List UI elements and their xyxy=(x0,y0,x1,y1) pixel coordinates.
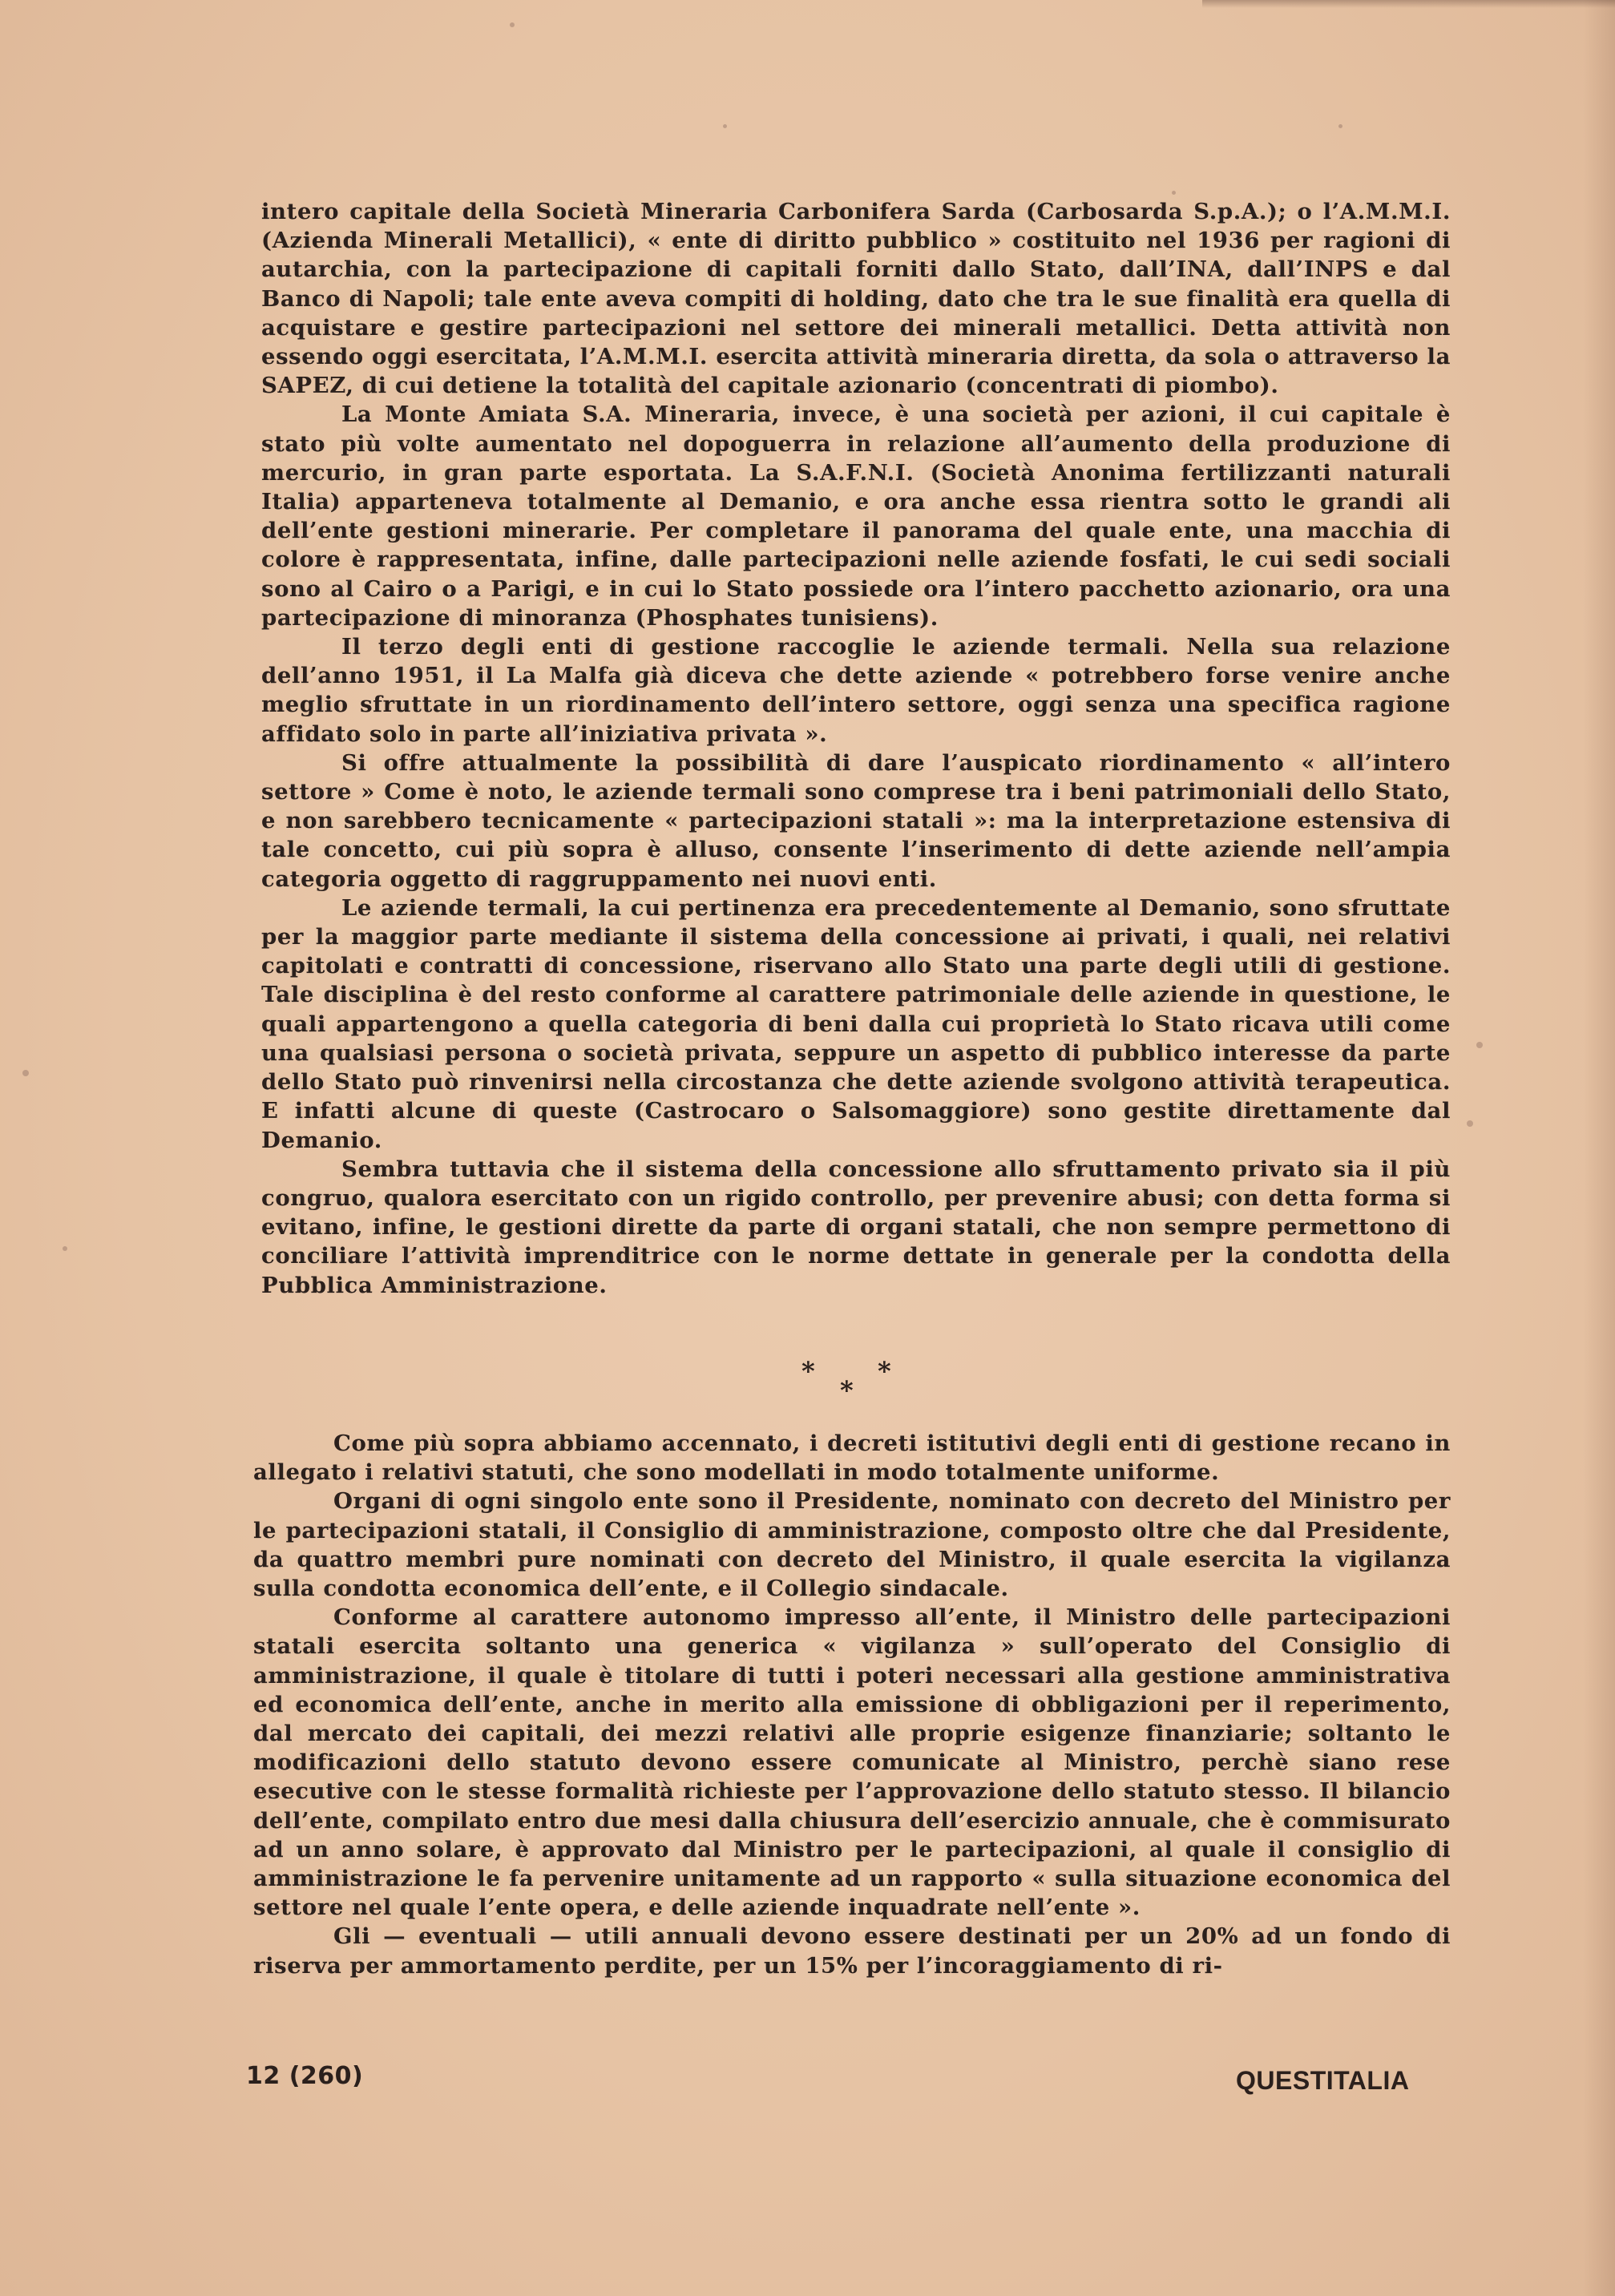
page-number: 12 (260) xyxy=(246,2062,364,2090)
paper-speck xyxy=(510,22,515,27)
asterisk: * xyxy=(840,1375,854,1406)
paragraph: Conforme al carattere autonomo impresso all’ente, il Ministro delle partecipazioni statali esercita soltanto una generica « vigilanza » sull’operato del Consiglio di amministrazione, il quale è titolare di tutti i poteri necessari alla gestione amministrativa ed economica dell’ente, anche in merito alla emissione di obbligazioni per il reperimento, dal mercato dei capitali, dei mezzi relativi alle proprie esigenze finanziarie; soltanto le modificazioni dello statuto devono essere comunicate al Ministro, perchè siano rese esecutive con le stesse formalità richieste per l’approvazione dello statuto stesso. Il bilancio dell’ente, compilato entro due mesi dalla chiusura dell’esercizio annuale, che è commisurato ad un anno solare, è approvato dal Ministro per le partecipazioni, al quale il consiglio di amministrazione le fa pervenire unitamente ad un rapporto « sulla situazione economica del settore nel quale l’ente opera, e delle aziende inquadrate nell’ente ». xyxy=(253,1604,1451,1921)
section-separator xyxy=(785,1348,914,1412)
paper-speck xyxy=(1467,1120,1473,1127)
paragraph: Si offre attualmente la possibilità di dare l’auspicato riordinamento « all’intero settore » Come è noto, le aziende termali sono comprese tra i beni patrimoniali dello Stato, e non sarebbero tecnicamente « partecipazioni statali »: ma la interpretazione estensiva di tale concetto, cui più sopra è alluso, consente l’inserimento di dette aziende nell’ampia categoria oggetto di raggruppamento nei nuovi enti. xyxy=(261,749,1451,892)
paper-speck xyxy=(1476,1042,1483,1048)
page-top-edge xyxy=(1202,0,1615,8)
page-edge-shadow xyxy=(1583,0,1615,2296)
body-text-section-1 xyxy=(261,197,1451,1300)
body-text-section-2 xyxy=(253,1429,1451,1980)
paragraph: Sembra tuttavia che il sistema della concessione allo sfruttamento privato sia il più congruo, qualora esercitato con un rigido controllo, per prevenire abusi; con detta forma si evitano, infine, le gestioni dirette da parte di organi statali, che non sempre permettono di conciliare l’attività imprenditrice con le norme dettate in generale per la condotta della Pubblica Amministrazione. xyxy=(261,1156,1451,1298)
paper-speck xyxy=(723,124,727,128)
asterisk: * xyxy=(878,1356,891,1386)
paragraph: Il terzo degli enti di gestione raccoglie le aziende termali. Nella sua relazione dell’anno 1951, il La Malfa già diceva che dette aziende « potrebbero forse venire anche meglio sfruttate in un riordinamento dell’intero settore, oggi senza una specifica ragione affidato solo in parte all’iniziativa privata ». xyxy=(261,634,1451,747)
paper-speck xyxy=(1338,124,1342,128)
paper-speck xyxy=(1172,191,1176,195)
asterisk: * xyxy=(801,1356,815,1386)
publication-name: QUESTITALIA xyxy=(1236,2066,1410,2095)
paper-speck xyxy=(63,1246,67,1251)
paragraph: intero capitale della Società Mineraria Carbonifera Sarda (Carbosarda S.p.A.); o l’A.M.M.I. (Azienda Minerali Metallici), « ente di diritto pubblico » costituito nel 1936 per ragioni di autarchia, con la partecipazione di capitali forniti dallo Stato, dall’INA, dall’INPS e dal Banco di Napoli; tale ente aveva compiti di holding, dato che tra le sue finalità era quella di acquistare e gestire partecipazioni nel settore dei minerali metallici. Detta attività non essendo oggi esercitata, l’A.M.M.I. esercita attività mineraria diretta, da sola o attraverso la SAPEZ, di cui detiene la totalità del capitale azionario (concentrati di piombo). xyxy=(261,199,1451,399)
paragraph: La Monte Amiata S.A. Mineraria, invece, è una società per azioni, il cui capitale è stato più volte aumentato nel dopoguerra in relazione all’aumento della produzione di mercurio, in gran parte esportata. La S.A.F.N.I. (Società Anonima fertilizzanti naturali Italia) apparteneva totalmente al Demanio, e ora anche essa rientra sotto le grandi ali dell’ente gestioni minerarie. Per completare il panorama del quale ente, una macchia di colore è rappresentata, infine, dalle partecipazioni nelle aziende fosfati, le cui sedi sociali sono al Cairo o a Parigi, e in cui lo Stato possiede ora l’intero pacchetto azionario, ora una partecipazione di minoranza (Phosphates tunisiens). xyxy=(261,401,1451,631)
paragraph: Gli — eventuali — utili annuali devono essere destinati per un 20% ad un fondo di riserva per ammortamento perdite, per un 15% per l’incoraggiamento di ri- xyxy=(253,1923,1451,1979)
paper-speck xyxy=(22,1070,29,1076)
paragraph: Organi di ogni singolo ente sono il Presidente, nominato con decreto del Ministro per le partecipazioni statali, il Consiglio di amministrazione, composto oltre che dal Presidente, da quattro membri pure nominati con decreto del Ministro, il quale esercita la vigilanza sulla condotta economica dell’ente, e il Collegio sindacale. xyxy=(253,1488,1451,1602)
paragraph: Come più sopra abbiamo accennato, i decreti istitutivi degli enti di gestione recano in allegato i relativi statuti, che sono modellati in modo totalmente uniforme. xyxy=(253,1430,1451,1486)
paragraph: Le aziende termali, la cui pertinenza era precedentemente al Demanio, sono sfruttate per la maggior parte mediante il sistema della concessione ai privati, i quali, nei relativi capitolati e contratti di concessione, riservano allo Stato una parte degli utili di gestione. Tale disciplina è del resto conforme al carattere patrimoniale delle aziende in questione, le quali appartengono a quella categoria di beni dalla cui proprietà lo Stato ricava utili come una qualsiasi persona o società privata, seppure un aspetto di pubblico interesse da parte dello Stato può rinvenirsi nella circostanza che dette aziende svolgono attività terapeutica. E infatti alcune di queste (Castrocaro o Salsomaggiore) sono gestite direttamente dal Demanio. xyxy=(261,894,1451,1153)
